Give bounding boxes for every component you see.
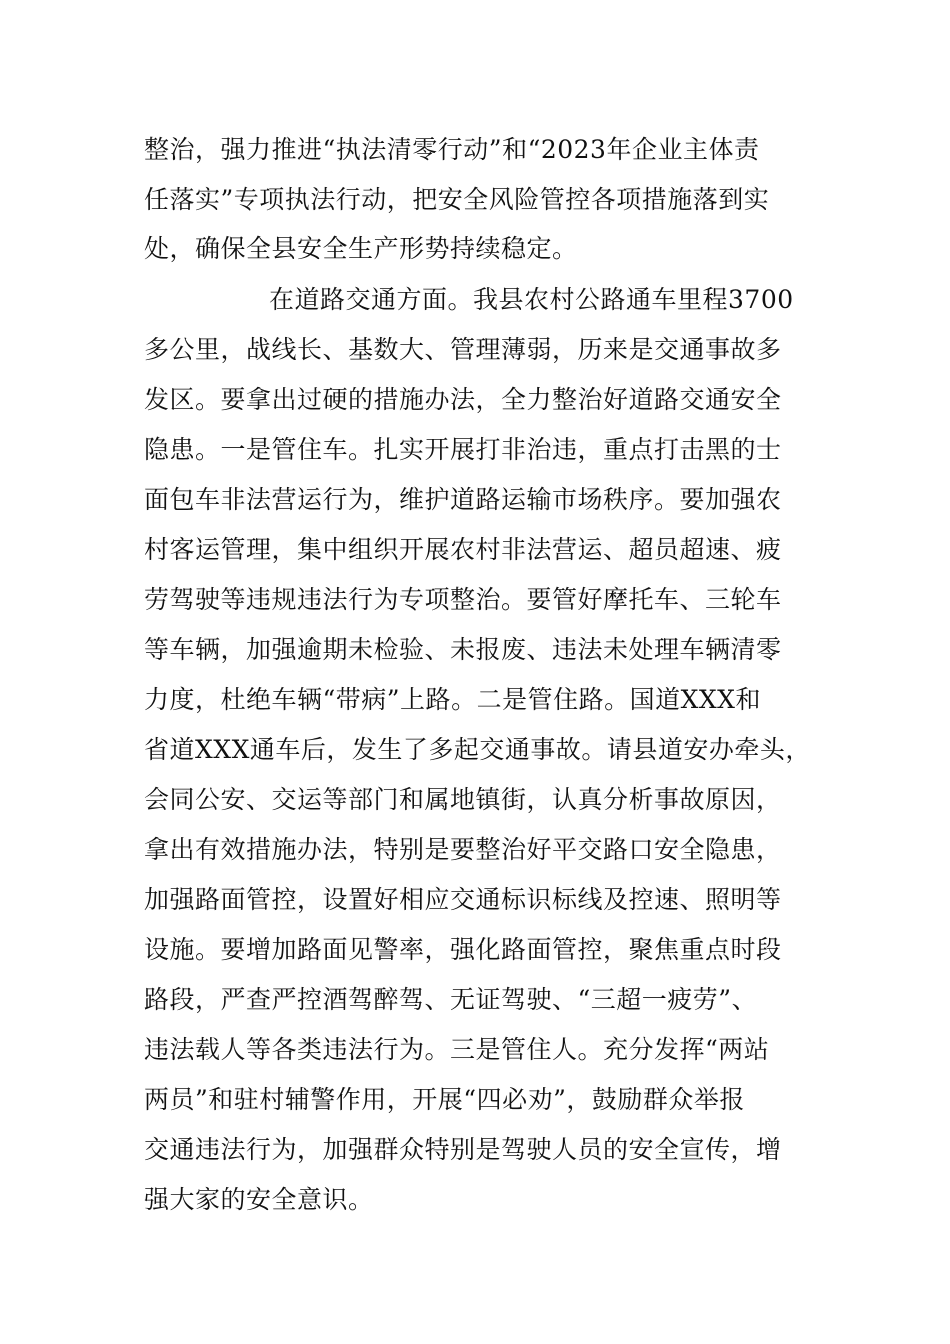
paragraph-1-line-3: 处，确保全县安全生产形势持续稳定。 xyxy=(144,234,578,263)
paragraph-2-line-7: 劳驾驶等违规违法行为专项整治。要管好摩托车、三轮车 xyxy=(144,585,782,614)
paragraph-2-line-8: 等车辆，加强逾期未检验、未报废、违法未处理车辆清零 xyxy=(144,635,782,664)
paragraph-2-line-3: 发区。要拿出过硬的措施办法，全力整治好道路交通安全 xyxy=(144,385,782,414)
paragraph-2-line-6: 村客运管理，集中组织开展农村非法营运、超员超速、疲 xyxy=(144,535,782,564)
paragraph-2-line-1: 在道路交通方面。我县农村公路通车里程3700 xyxy=(269,285,794,314)
paragraph-2-line-16: 违法载人等各类违法行为。三是管住人。充分发挥“两站 xyxy=(144,1035,770,1064)
paragraph-2-line-19: 强大家的安全意识。 xyxy=(144,1185,374,1214)
paragraph-2-line-4: 隐患。一是管住车。扎实开展打非治违，重点打击黑的士 xyxy=(144,435,782,464)
paragraph-1-line-2: 任落实”专项执法行动，把安全风险管控各项措施落到实 xyxy=(144,185,770,214)
paragraph-2-line-10: 省道XXX通车后，发生了多起交通事故。请县道安办牵头， xyxy=(144,735,811,764)
paragraph-2-line-12: 拿出有效措施办法，特别是要整治好平交路口安全隐患， xyxy=(144,835,782,864)
paragraph-2-line-13: 加强路面管控，设置好相应交通标识标线及控速、照明等 xyxy=(144,885,782,914)
paragraph-1-line-1: 整治，强力推进“执法清零行动”和“2023年企业主体责 xyxy=(144,135,760,164)
paragraph-2-line-14: 设施。要增加路面见警率，强化路面管控，聚焦重点时段 xyxy=(144,935,782,964)
paragraph-2-line-15: 路段，严查严控酒驾醉驾、无证驾驶、“三超一疲劳”、 xyxy=(144,985,758,1014)
paragraph-2-line-5: 面包车非法营运行为，维护道路运输市场秩序。要加强农 xyxy=(144,485,782,514)
paragraph-2-line-17: 两员”和驻村辅警作用，开展“四必劝”，鼓励群众举报 xyxy=(144,1085,745,1114)
paragraph-2-line-11: 会同公安、交运等部门和属地镇街，认真分析事故原因， xyxy=(144,785,782,814)
paragraph-2-line-18: 交通违法行为，加强群众特别是驾驶人员的安全宣传，增 xyxy=(144,1135,782,1164)
paragraph-2-line-2: 多公里，战线长、基数大、管理薄弱，历来是交通事故多 xyxy=(144,335,782,364)
paragraph-2-line-9: 力度，杜绝车辆“带病”上路。二是管住路。国道XXX和 xyxy=(144,685,761,714)
